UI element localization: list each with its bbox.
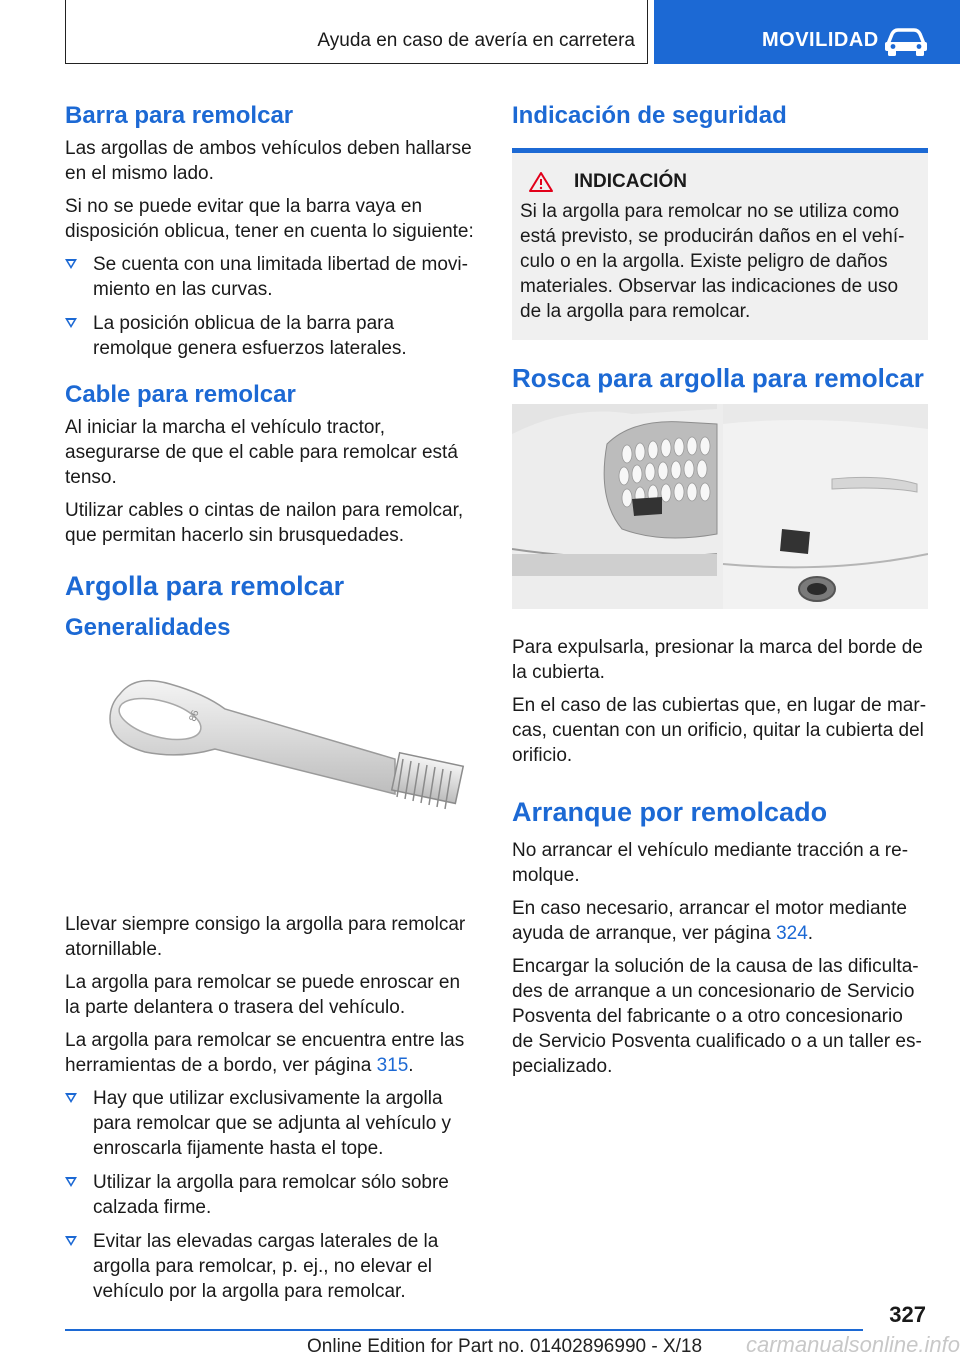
notice-text: Si la argolla para remolcar no se utiliza como está previsto, se producirán daños en el vehículo o en la argolla. Existe peligro de daños materiales. Observar las indicaciones de uso de la argolla para remolcar.	[520, 201, 905, 322]
tow-eye-illustration	[65, 664, 478, 884]
bullet-triangle-icon	[65, 1177, 77, 1187]
heading-rosca: Rosca para argolla para remolcar	[512, 363, 924, 393]
argolla-p2: La argolla para remolcar se puede enroscar en la parte delantera o trasera del vehículo.	[65, 972, 461, 1018]
bullet-triangle-icon	[65, 1236, 77, 1246]
argolla-bullets	[65, 1086, 478, 1304]
left-column	[65, 100, 478, 1313]
list-item: Se cuenta con una limitada libertad de movimiento en las curvas.	[65, 252, 478, 302]
barra-p2: Si no se puede evitar que la barra vaya en disposición oblicua, tener en cuenta lo siguiente:	[65, 196, 474, 242]
subheading-generalidades: Generalidades	[65, 614, 231, 641]
tow-eye-image	[65, 664, 478, 884]
cable-p2: Utilizar cables o cintas de nailon para remolcar, que permitan hacerlo sin brusquedades.	[65, 500, 464, 546]
warning-icon	[528, 171, 554, 193]
header-section-box	[65, 0, 648, 64]
rosca-p2: En el caso de las cubiertas que, en lugar de marcas, cuentan con un orificio, quitar la cubierta del orificio.	[512, 695, 927, 766]
bullet-triangle-icon	[65, 318, 77, 328]
heading-arranque: Arranque por remolcado	[512, 797, 828, 827]
heading-cable: Cable para remolcar	[65, 381, 296, 408]
argolla-p3: La argolla para remolcar se encuentra entre las herramientas de a bordo, ver página 315.	[65, 1030, 465, 1076]
bullet-triangle-icon	[65, 1093, 77, 1103]
bumper-illustration	[512, 404, 928, 609]
page-number: 327	[889, 1302, 926, 1327]
notice-title: INDICACIÓN	[574, 171, 687, 192]
safety-notice	[512, 148, 928, 340]
car-icon	[882, 26, 930, 56]
list-item: Hay que utilizar exclusivamente la argolla para remolcar que se adjunta al vehículo y enroscarla fijamente hasta el tope.	[65, 1086, 478, 1161]
arranque-p1: No arrancar el vehículo mediante tracción a remolque.	[512, 840, 909, 886]
barra-bullets	[65, 252, 478, 361]
heading-barra: Barra para remolcar	[65, 102, 294, 129]
page-link-315[interactable]: 315	[376, 1055, 409, 1076]
argolla-p1: Llevar siempre consigo la argolla para remolcar atornillable.	[65, 914, 466, 960]
list-item: Evitar las elevadas cargas laterales de la argolla para remolcar, p. ej., no elevar el vehículo por la argolla para remolcar.	[65, 1229, 478, 1304]
header-tab[interactable]	[654, 0, 960, 64]
heading-seguridad: Indicación de seguridad	[512, 102, 787, 129]
page-link-324[interactable]: 324	[776, 923, 808, 944]
list-item: Utilizar la argolla para remolcar sólo sobre calzada firme.	[65, 1170, 478, 1220]
footer-edition: Online Edition for Part no. 01402896990 - X/18	[307, 1336, 703, 1357]
arranque-p3: Encargar la solución de la causa de las dificultades de arranque a un concesionario de Servicio Posventa del fabricante o a otro concesionario de Servicio Posventa cualificado o a un taller especializado.	[512, 956, 922, 1077]
heading-argolla: Argolla para remolcar	[65, 571, 345, 601]
arranque-p2: En caso necesario, arrancar el motor mediante ayuda de arranque, ver página 324.	[512, 898, 907, 944]
bullet-triangle-icon	[65, 259, 77, 269]
car-bumper-image	[512, 404, 928, 609]
header-section-title: Ayuda en caso de avería en carretera	[317, 30, 635, 51]
footer-divider	[65, 1329, 863, 1331]
svg-text:86: 86	[187, 708, 202, 724]
watermark: carmanualsonline.info	[745, 1332, 960, 1357]
cable-p1: Al iniciar la marcha el vehículo tractor, asegurarse de que el cable para remolcar está tenso.	[65, 417, 458, 488]
barra-p1: Las argollas de ambos vehículos deben hallarse en el mismo lado.	[65, 138, 472, 184]
header-tab-label: MOVILIDAD	[762, 29, 879, 51]
rosca-p1: Para expulsarla, presionar la marca del borde de la cubierta.	[512, 637, 923, 683]
list-item: La posición oblicua de la barra para remolque genera esfuerzos laterales.	[65, 311, 478, 361]
right-column	[512, 100, 928, 1087]
